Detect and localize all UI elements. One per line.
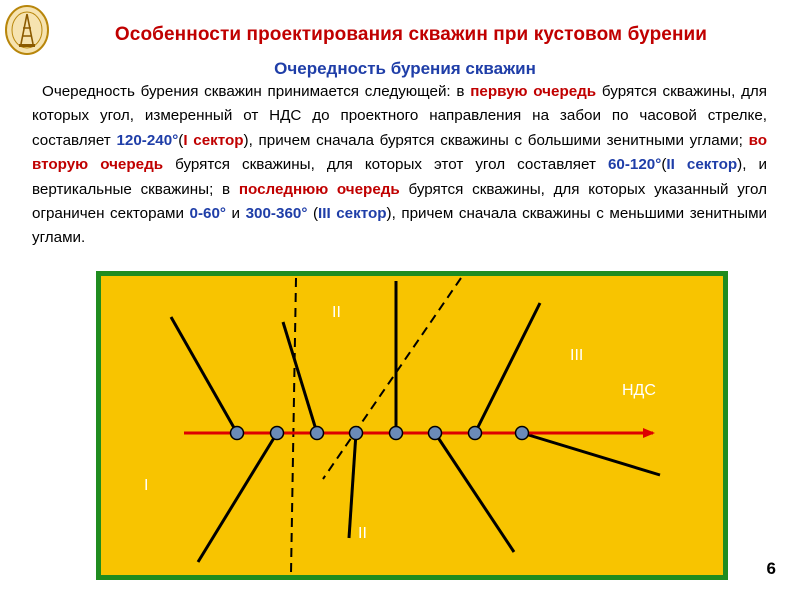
- wellhead-node: [231, 427, 244, 440]
- highlight-sector-iii: III сектор: [318, 205, 387, 223]
- sector-ii-top-label: II: [332, 304, 341, 321]
- description-paragraph: [32, 80, 767, 251]
- well-cluster-diagram: [96, 271, 728, 580]
- wellhead-node: [350, 427, 363, 440]
- text-fragment: (: [307, 205, 319, 223]
- sector-iii-label: III: [570, 347, 584, 364]
- highlight-angle-range: 300-360°: [245, 205, 308, 223]
- text-fragment: бурятся скважины, для которых этот угол составляет: [163, 156, 608, 174]
- sector-i-label: I: [144, 477, 149, 494]
- text-fragment: ), причем сначала бурятся скважины с большими зенитными углами;: [243, 131, 749, 149]
- highlight-first-turn: первую очередь: [470, 83, 597, 100]
- wellhead-node: [390, 427, 403, 440]
- wellhead-node: [271, 427, 284, 440]
- section-subtitle: Очередность бурения скважин: [274, 59, 536, 78]
- text-fragment: ), и вертикальные скважины; в: [32, 156, 767, 198]
- highlight-sector-i: I сектор: [183, 131, 244, 149]
- wellhead-node: [469, 427, 482, 440]
- wellhead-node: [311, 427, 324, 440]
- diagram-background: [99, 274, 726, 578]
- highlight-sector-ii: II сектор: [666, 156, 738, 174]
- highlight-last-turn: последнюю очередь: [238, 180, 400, 198]
- text-fragment: Очередность бурения скважин принимается следующей: в: [42, 83, 471, 100]
- page-number: 6: [766, 559, 776, 578]
- text-fragment: и: [226, 205, 246, 223]
- highlight-angle-range: 60-120°: [607, 156, 662, 174]
- highlight-angle-range: 0-60°: [189, 205, 226, 223]
- highlight-angle-range: 120-240°: [116, 131, 179, 149]
- text-fragment: бурятся скважины, для которых угол, измеренный от НДС до проектного направления на забои по часовой стрелке, составляет: [32, 83, 768, 149]
- wellhead-node: [429, 427, 442, 440]
- text-fragment: (: [661, 156, 667, 174]
- nds-label: НДС: [622, 382, 656, 399]
- text-fragment: бурятся скважины, для которых указанный угол ограничен секторами: [32, 180, 767, 223]
- wellhead-node: [516, 427, 529, 440]
- highlight-second-turn: во вторую очередь: [32, 131, 767, 174]
- text-fragment: ), причем сначала скважины с меньшими зенитными углами.: [32, 205, 768, 247]
- page-title: Особенности проектирования скважин при кустовом бурении: [114, 24, 708, 45]
- text-fragment: (: [178, 131, 184, 149]
- sector-ii-bottom-label: II: [358, 525, 367, 542]
